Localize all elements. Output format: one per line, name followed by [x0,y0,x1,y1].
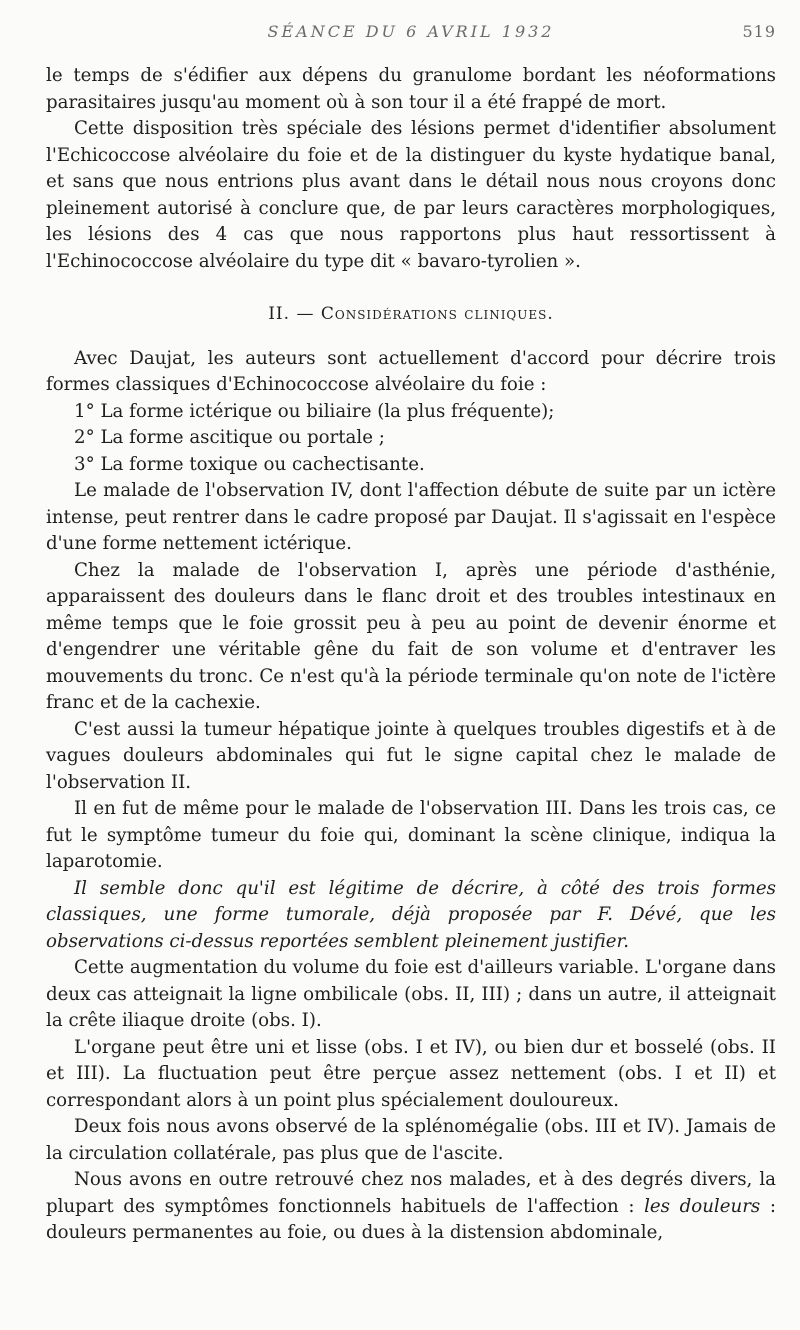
paragraph: Il en fut de même pour le malade de l'observation III. Dans les trois cas, ce fut le symptôme tumeur du foie qui, dominant la scène clinique, indiqua la laparotomie. [46,798,776,872]
paragraph: C'est aussi la tumeur hépatique jointe à quelques troubles digestifs et à de vagues douleurs abdominales qui fut le signe capital chez le malade de l'observation II. [46,718,776,793]
italic-text: les douleurs [644,1195,761,1217]
paragraph: Cette disposition très spéciale des lésions permet d'identifier absolument l'Echicoccose alvéolaire du foie et de la distinguer du kyste hydatique banal, et sans que nous entrions plus avant dans le détail nous nous croyons donc pleinement autorisé à conclure que, de par leurs caractères morphologiques, les lésions des 4 cas que nous rapportons plus haut ressortissent à l'Echinococcose alvéolaire du type dit « bavaro-tyrolien ». [46,118,776,272]
list-item: 2° La forme ascitique ou portale ; [74,427,385,448]
paragraph: le temps de s'édifier aux dépens du granulome bordant les néoformations parasitaires jusqu'au moment où à son tour il a été frappé de mort. [46,65,776,113]
paragraph: Chez la malade de l'observation I, après une période d'asthénie, apparaissent des douleurs dans le flanc droit et des troubles intestinaux en même temps que le foie grossit peu à peu au point de devenir énorme et d'engendrer une véritable gêne du fait de son volume et d'entraver les mouvements du tronc. Ce n'est qu'à la période terminale qu'on note de l'ictère franc et de la cachexie. [46,559,776,713]
running-title: SÉANCE DU 6 AVRIL 1932 [267,22,555,41]
text-run: Nous avons en outre retrouvé chez nos malades, et à des degrés divers, la plupart des symptômes fonctionnels habituels de l'affection : [46,1169,776,1217]
paragraph: L'organe peut être uni et lisse (obs. I et IV), ou bien dur et bosselé (obs. II et III). La fluctuation peut être perçue assez nettement (obs. I et II) et correspondant alors à un point plus spécialement douloureux. [46,1036,776,1111]
list-item: 3° La forme toxique ou cachectisante. [74,453,425,475]
page-number: 519 [742,22,776,41]
running-header [46,22,776,46]
paragraph: Deux fois nous avons observé de la splénomégalie (obs. III et IV). Jamais de la circulation collatérale, pas plus que de l'ascite. [46,1116,776,1164]
paragraph-italic [46,876,776,956]
paragraph: Cette augmentation du volume du foie est d'ailleurs variable. L'organe dans deux cas atteignait la ligne ombilicale (obs. II, III) ; dans un autre, il atteignait la crête iliaque droite (obs. I). [46,957,777,1031]
paragraph [46,1167,776,1247]
text-run: : douleurs permanentes au foie, ou dues à la distension abdominale, [46,1195,776,1243]
paragraph: Le malade de l'observation IV, dont l'affection débute de suite par un ictère intense, peut rentrer dans le cadre proposé par Daujat. Il s'agissait en l'espèce d'une forme nettement ictérique. [46,480,776,554]
paragraph: Avec Daujat, les auteurs sont actuellement d'accord pour décrire trois formes classiques d'Echinococcose alvéolaire du foie : [46,347,776,395]
italic-text: Il semble donc qu'il est légitime de décrire, à côté des trois formes classiques, une forme tumorale, déjà proposée par F. Dévé, que les observations ci-dessus reportées semblent pleinement justifier. [46,877,776,952]
body-text [46,63,776,1247]
section-heading: II. — Considérations cliniques. [268,304,554,324]
list-item: 1° La forme ictérique ou biliaire (la plus fréquente); [74,400,555,422]
